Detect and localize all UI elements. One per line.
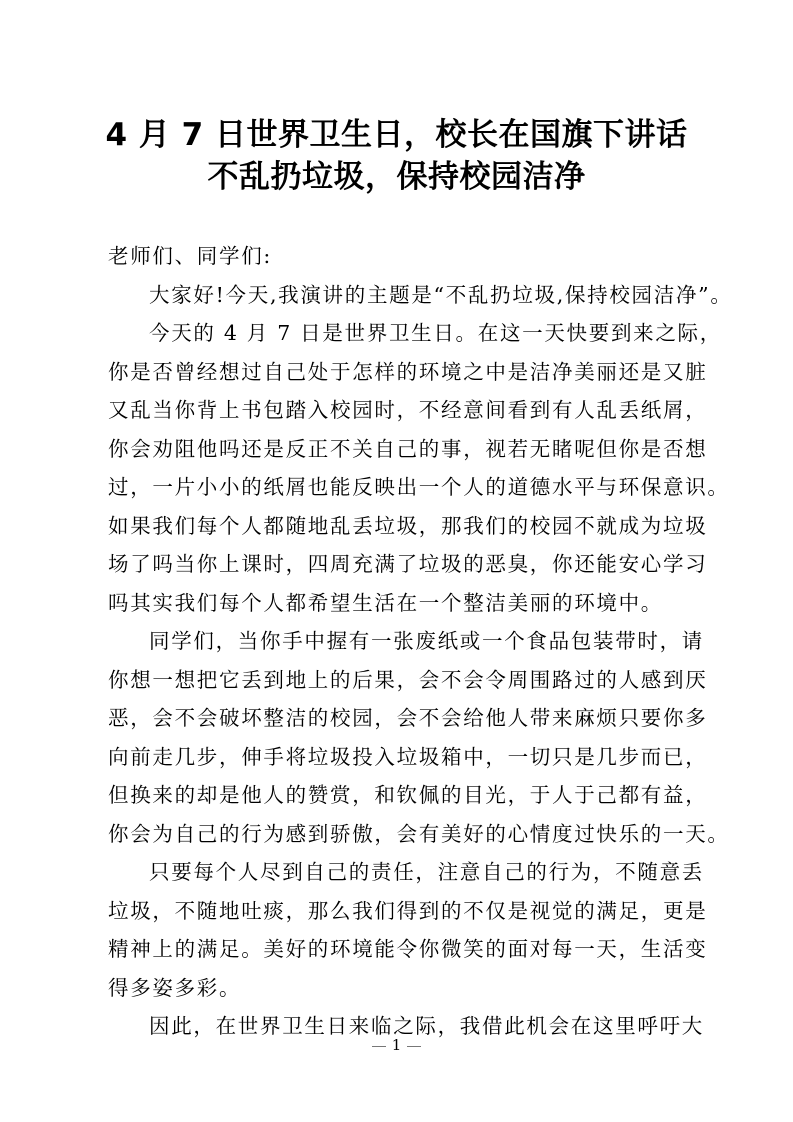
body-line: 因此，在世界卫生日来临之际，我借此机会在这里呼吁大 [149, 1014, 704, 1038]
body-line: 你会为自己的行为感到骄傲，会有美好的心情度过快乐的一天。 [108, 821, 730, 846]
page-number-dash-right [407, 1046, 421, 1047]
body-line: 今天的 4 月 7 日是世界卫生日。在这一天快要到来之际， [149, 321, 722, 345]
page-number-dash-left [372, 1046, 386, 1047]
body-line: 场了吗当你上课时，四周充满了垃圾的恶臭，你还能安心学习 [108, 552, 708, 576]
body-line: 得多姿多彩。 [108, 975, 242, 1000]
body-line: 只要每个人尽到自己的责任，注意自己的行为，不随意丢 [149, 860, 704, 884]
body-line: 同学们，当你手中握有一张废纸或一个食品包装带时，请 [149, 629, 704, 653]
body-line: 垃圾，不随地吐痰，那么我们得到的不仅是视觉的满足，更是 [108, 898, 708, 923]
body-line: 但换来的却是他人的赞赏，和钦佩的目光，于人于己都有益， [108, 783, 708, 807]
body-line: 吗其实我们每个人都希望生活在一个整洁美丽的环境中。 [108, 590, 663, 615]
document-title-line-2: 不乱扔垃圾，保持校园洁净 [207, 159, 586, 195]
document-title-line-1: 4 月 7 日世界卫生日，校长在国旗下讲话 [105, 117, 688, 153]
body-line: 向前走几步，伸手将垃圾投入垃圾箱中，一切只是几步而已， [108, 744, 708, 769]
page-footer [0, 1036, 793, 1054]
page-number: 1 [391, 1036, 402, 1054]
body-line: 精神上的满足。美好的环境能令你微笑的面对每一天，生活变 [108, 937, 708, 961]
body-line: 你想一想把它丢到地上的后果，会不会令周围路过的人感到厌 [108, 667, 708, 692]
body-line: 恶，会不会破坏整洁的校园，会不会给他人带来麻烦只要你多 [108, 706, 708, 730]
salutation: 老师们、同学们: [108, 244, 273, 268]
document-body [108, 237, 733, 1046]
body-line: 过，一片小小的纸屑也能反映出一个人的道德水平与环保意识。 [108, 475, 730, 499]
body-line: 你是否曾经想过自己处于怎样的环境之中是洁净美丽还是又脏 [108, 359, 708, 384]
body-line: 你会劝阻他吗还是反正不关自己的事，视若无睹呢但你是否想 [108, 436, 708, 461]
body-line: 如果我们每个人都随地乱丢垃圾，那我们的校园不就成为垃圾 [108, 513, 708, 538]
body-line: 又乱当你背上书包踏入校园时，不经意间看到有人乱丢纸屑， [108, 398, 708, 422]
body-line: 大家好!今天,我演讲的主题是“不乱扔垃圾,保持校园洁净”。 [149, 282, 733, 307]
